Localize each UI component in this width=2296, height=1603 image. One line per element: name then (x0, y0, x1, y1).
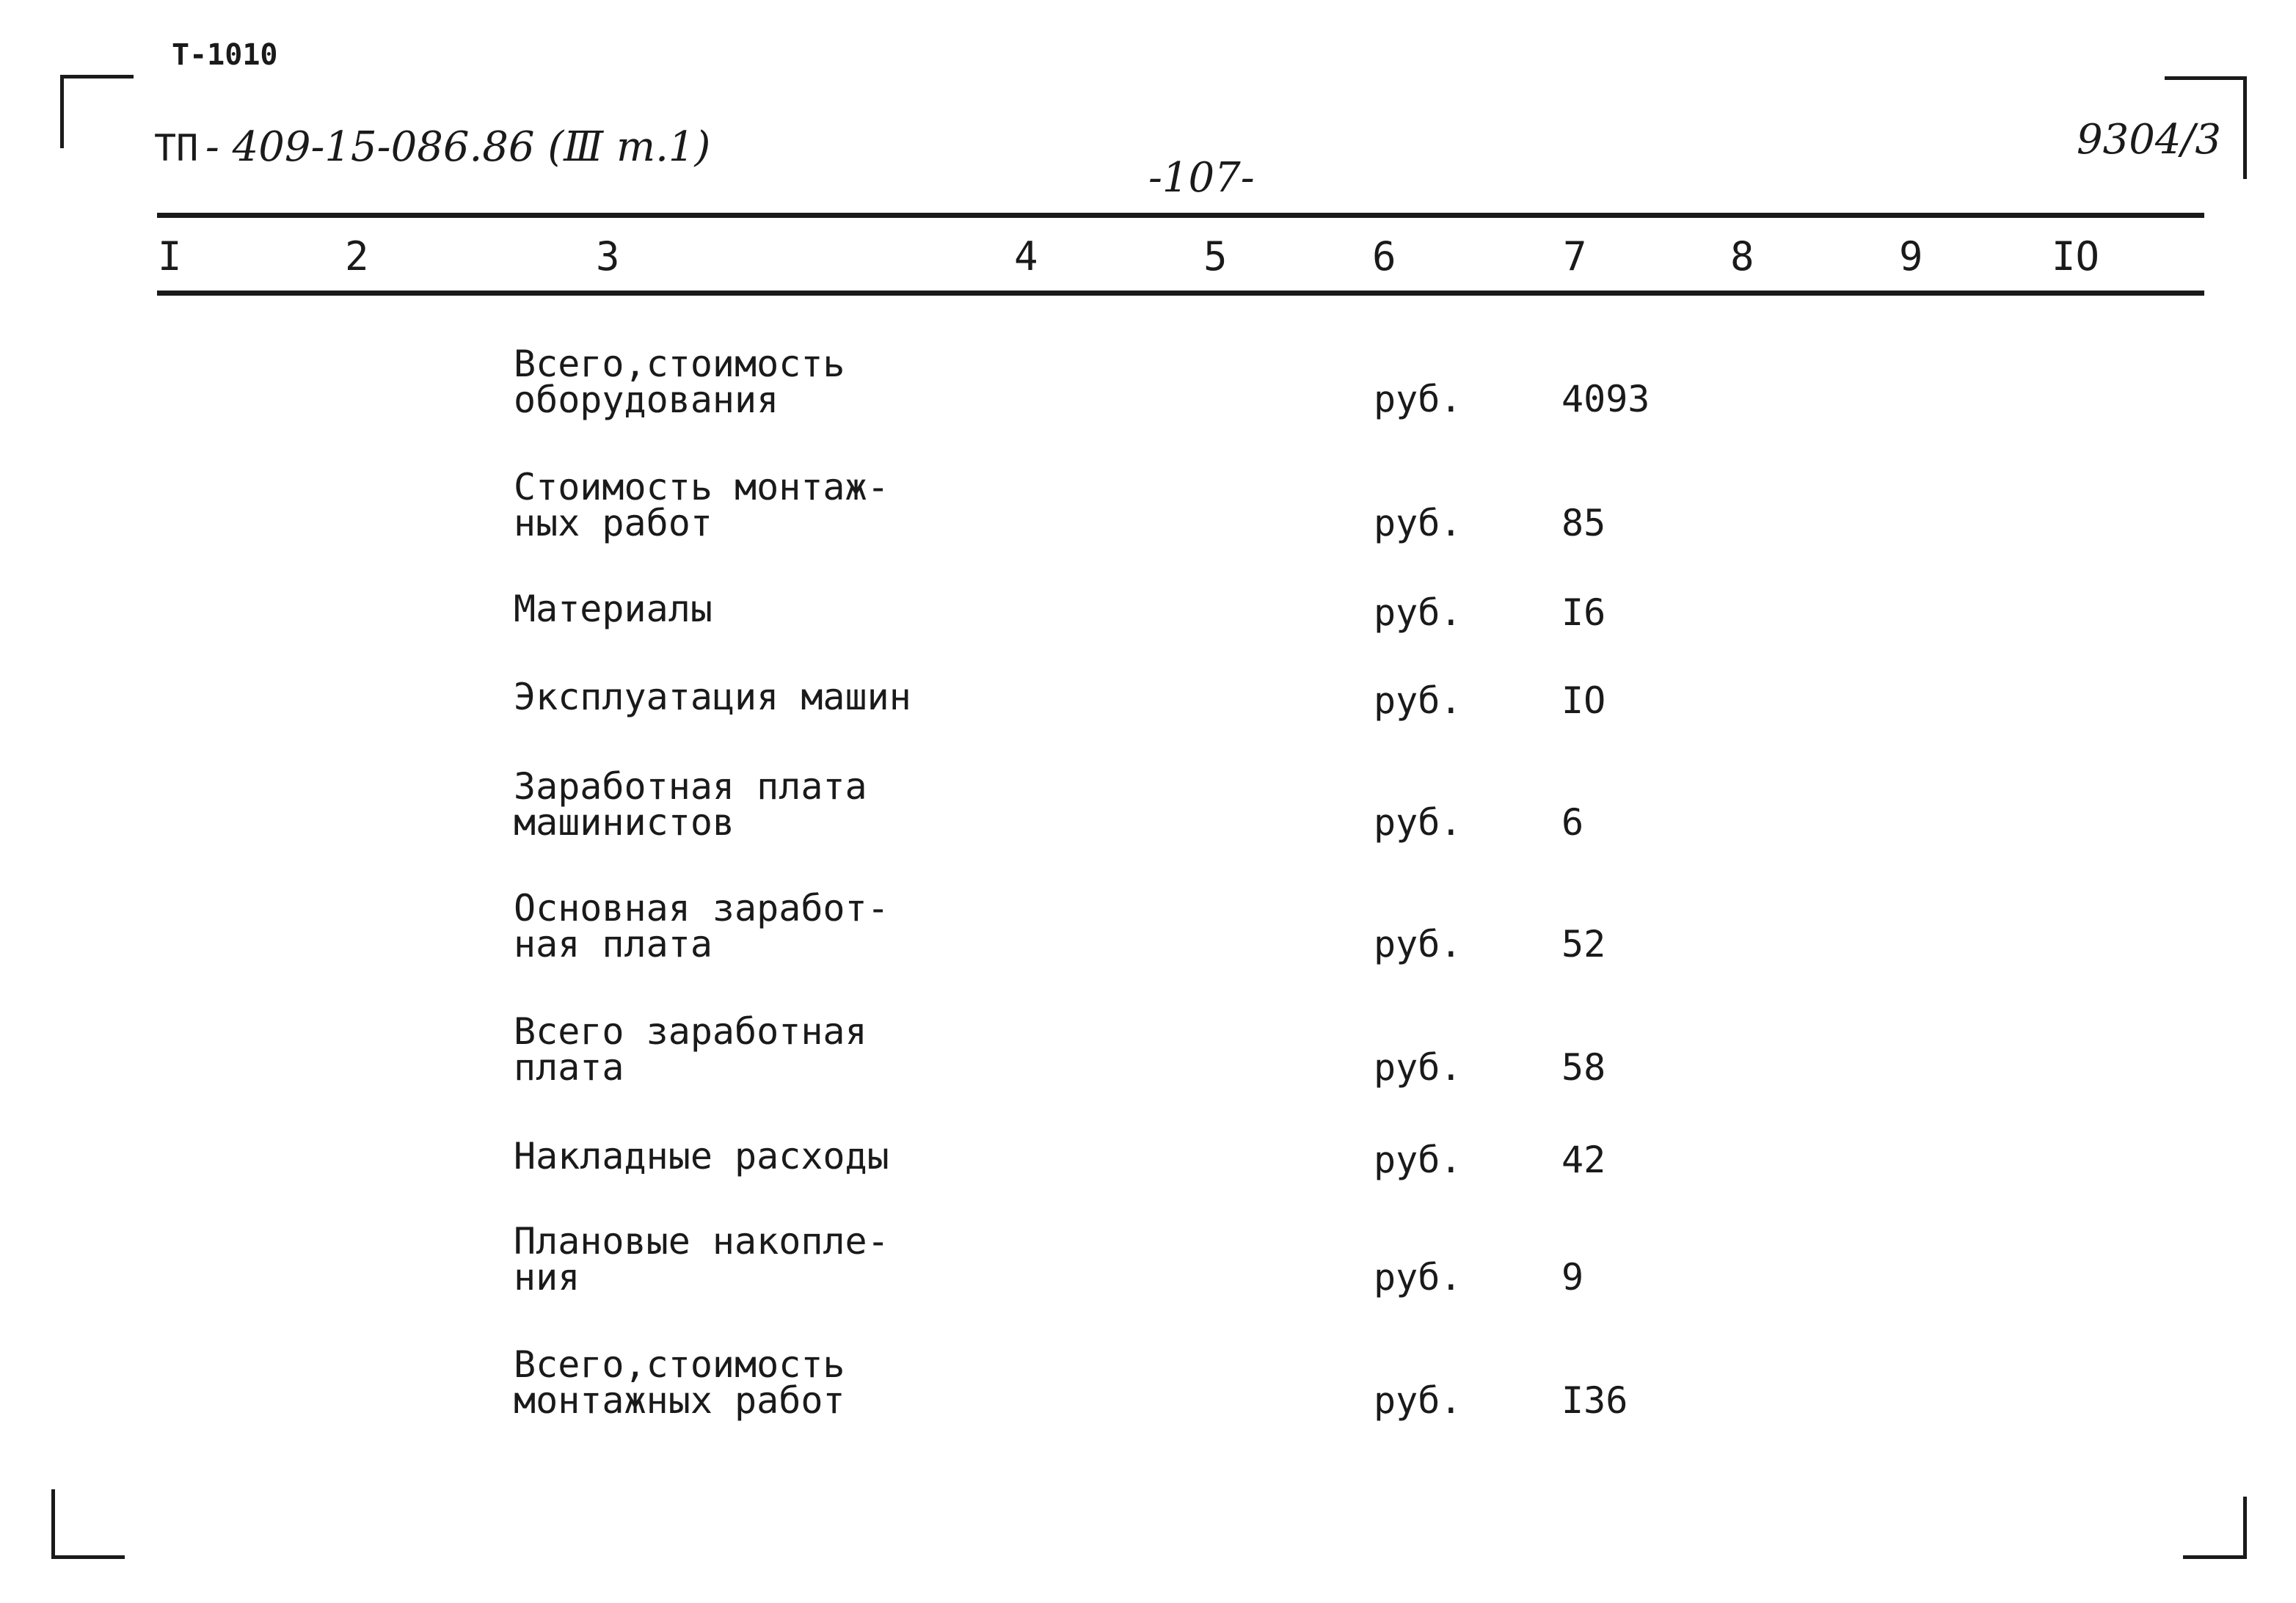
document-code-prefix: ТП (154, 127, 199, 169)
row-10-name-line-1: Всего,стоимость (514, 1343, 845, 1386)
row-2-name-line-1: Стоимость монтаж- (514, 466, 889, 508)
column-number-7: 7 (1563, 233, 1587, 280)
row-4-name-line-1: Эксплуатация машин (514, 676, 911, 718)
row-9-name-line-1: Плановые накопле- (514, 1220, 889, 1263)
row-9-name-line-2: ния (514, 1256, 580, 1299)
column-number-1: I (158, 233, 182, 280)
corner-bracket-top-left-v (60, 75, 64, 148)
corner-bracket-bottom-right-h (2183, 1555, 2247, 1559)
document-code (154, 123, 710, 171)
document-stamp: Т-1010 (172, 38, 278, 72)
row-5-name-line-2: машинистов (514, 801, 735, 844)
row-6-unit: руб. (1374, 923, 1462, 965)
column-number-2: 2 (345, 233, 369, 280)
corner-bracket-bottom-left-h (51, 1555, 125, 1559)
row-8-name-line-1: Накладные расходы (514, 1135, 889, 1177)
row-10-unit: руб. (1374, 1379, 1462, 1422)
row-7-name-line-1: Всего заработная (514, 1010, 867, 1053)
row-7-name-line-2: плата (514, 1046, 624, 1089)
row-8-unit: руб. (1374, 1139, 1462, 1181)
document-code-handwritten: - 409-15-086.86 (Ⅲ т.1) (205, 123, 711, 171)
column-number-10: IO (2052, 233, 2100, 280)
column-number-8: 8 (1730, 233, 1754, 280)
row-7-unit: руб. (1374, 1046, 1462, 1089)
column-number-4: 4 (1014, 233, 1038, 280)
row-7-name (514, 1010, 867, 1089)
row-2-name-line-2: ных работ (514, 502, 713, 544)
row-2-unit: руб. (1374, 502, 1462, 544)
corner-bracket-bottom-left-v (51, 1489, 55, 1559)
row-3-value: I6 (1561, 591, 1606, 634)
row-1-value: 4093 (1561, 378, 1650, 420)
row-1-unit: руб. (1374, 378, 1462, 420)
column-number-3: 3 (596, 233, 620, 280)
row-8-value: 42 (1561, 1139, 1606, 1181)
row-1-name-line-1: Всего,стоимость (514, 343, 845, 385)
row-2-name (514, 466, 889, 544)
row-3-unit: руб. (1374, 591, 1462, 634)
row-9-value: 9 (1561, 1256, 1584, 1299)
row-6-value: 52 (1561, 923, 1606, 965)
row-5-name (514, 765, 867, 844)
row-3-name (514, 588, 713, 630)
row-6-name (514, 887, 889, 965)
row-4-unit: руб. (1374, 679, 1462, 722)
corner-bracket-bottom-right-v (2243, 1497, 2247, 1559)
corner-bracket-top-left-h (60, 75, 134, 78)
column-number-6: 6 (1372, 233, 1396, 280)
row-2-value: 85 (1561, 502, 1606, 544)
table-header-bottom-rule (157, 291, 2204, 296)
row-5-value: 6 (1561, 801, 1584, 844)
row-1-name (514, 343, 845, 421)
row-5-unit: руб. (1374, 801, 1462, 844)
row-5-name-line-1: Заработная плата (514, 765, 867, 808)
row-10-name-line-2: монтажных работ (514, 1379, 845, 1422)
corner-bracket-top-right-v (2243, 76, 2247, 179)
row-4-name (514, 676, 911, 718)
row-1-name-line-2: оборудования (514, 379, 779, 421)
row-10-name (514, 1343, 845, 1422)
row-4-value: IO (1561, 679, 1606, 722)
row-7-value: 58 (1561, 1046, 1606, 1089)
row-6-name-line-2: ная плата (514, 923, 713, 965)
column-number-5: 5 (1203, 233, 1228, 280)
row-9-unit: руб. (1374, 1256, 1462, 1299)
sheet-number: 9304/3 (2077, 116, 2222, 164)
row-6-name-line-1: Основная заработ- (514, 887, 889, 930)
row-10-value: I36 (1561, 1379, 1628, 1422)
corner-bracket-top-right-h (2165, 76, 2247, 80)
row-9-name (514, 1220, 889, 1299)
column-number-9: 9 (1899, 233, 1923, 280)
table-top-rule (157, 213, 2204, 218)
row-8-name (514, 1135, 889, 1177)
row-3-name-line-1: Материалы (514, 588, 713, 630)
page-number: -107- (1148, 154, 1255, 202)
